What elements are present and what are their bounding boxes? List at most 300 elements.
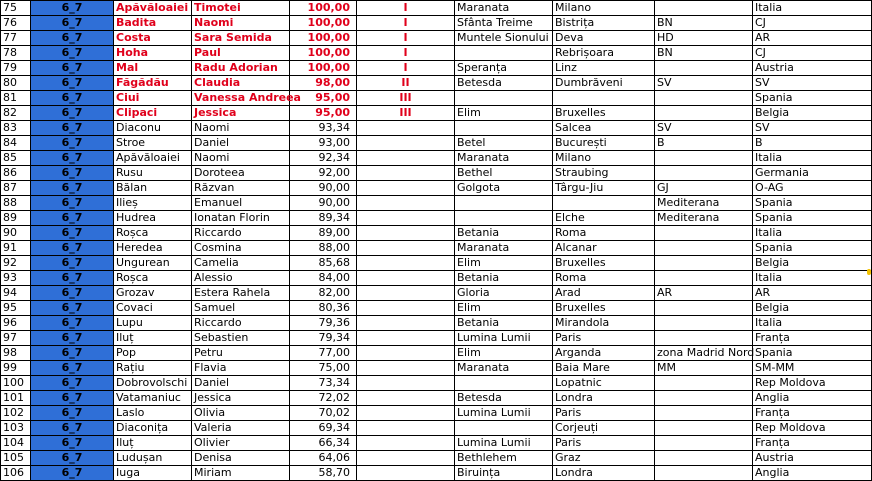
church-cell[interactable]: Muntele Sionului bbox=[455, 31, 553, 46]
first-name-cell[interactable]: Daniel bbox=[192, 136, 290, 151]
country-cell[interactable]: B bbox=[753, 136, 872, 151]
last-name-cell[interactable]: Lupu bbox=[114, 316, 192, 331]
country-cell[interactable]: Spania bbox=[753, 346, 872, 361]
city-cell[interactable]: Lopatnic bbox=[553, 376, 655, 391]
prize-cell[interactable] bbox=[357, 466, 455, 481]
group-cell[interactable]: 6_7 bbox=[31, 241, 114, 256]
group-cell[interactable]: 6_7 bbox=[31, 181, 114, 196]
group-cell[interactable]: 6_7 bbox=[31, 361, 114, 376]
city-cell[interactable]: Arganda bbox=[553, 346, 655, 361]
prize-cell[interactable]: I bbox=[357, 1, 455, 16]
last-name-cell[interactable]: Roșca bbox=[114, 271, 192, 286]
county-cell[interactable]: HD bbox=[655, 31, 753, 46]
row-number-cell[interactable]: 76 bbox=[1, 16, 31, 31]
prize-cell[interactable] bbox=[357, 271, 455, 286]
last-name-cell[interactable]: Diaconu bbox=[114, 121, 192, 136]
prize-cell[interactable]: III bbox=[357, 106, 455, 121]
first-name-cell[interactable]: Sebastien bbox=[192, 331, 290, 346]
row-number-cell[interactable]: 88 bbox=[1, 196, 31, 211]
city-cell[interactable]: Roma bbox=[553, 226, 655, 241]
first-name-cell[interactable]: Alessio bbox=[192, 271, 290, 286]
first-name-cell[interactable]: Estera Rahela bbox=[192, 286, 290, 301]
county-cell[interactable] bbox=[655, 436, 753, 451]
score-cell[interactable]: 85,68 bbox=[290, 256, 357, 271]
first-name-cell[interactable]: Samuel bbox=[192, 301, 290, 316]
row-number-cell[interactable]: 87 bbox=[1, 181, 31, 196]
church-cell[interactable] bbox=[455, 91, 553, 106]
score-cell[interactable]: 66,34 bbox=[290, 436, 357, 451]
last-name-cell[interactable]: Roșca bbox=[114, 226, 192, 241]
group-cell[interactable]: 6_7 bbox=[31, 331, 114, 346]
row-number-cell[interactable]: 78 bbox=[1, 46, 31, 61]
city-cell[interactable]: Elche bbox=[553, 211, 655, 226]
first-name-cell[interactable]: Radu Adorian bbox=[192, 61, 290, 76]
country-cell[interactable]: O-AG bbox=[753, 181, 872, 196]
last-name-cell[interactable]: Pop bbox=[114, 346, 192, 361]
row-number-cell[interactable]: 79 bbox=[1, 61, 31, 76]
last-name-cell[interactable]: Ilieș bbox=[114, 196, 192, 211]
prize-cell[interactable] bbox=[357, 256, 455, 271]
country-cell[interactable]: Anglia bbox=[753, 391, 872, 406]
church-cell[interactable]: Lumina Lumii bbox=[455, 331, 553, 346]
first-name-cell[interactable]: Răzvan bbox=[192, 181, 290, 196]
city-cell[interactable]: Arad bbox=[553, 286, 655, 301]
country-cell[interactable]: Italia bbox=[753, 226, 872, 241]
country-cell[interactable]: Italia bbox=[753, 151, 872, 166]
score-cell[interactable]: 100,00 bbox=[290, 46, 357, 61]
score-cell[interactable]: 77,00 bbox=[290, 346, 357, 361]
county-cell[interactable]: BN bbox=[655, 16, 753, 31]
prize-cell[interactable] bbox=[357, 226, 455, 241]
row-number-cell[interactable]: 101 bbox=[1, 391, 31, 406]
group-cell[interactable]: 6_7 bbox=[31, 391, 114, 406]
church-cell[interactable]: Golgota bbox=[455, 181, 553, 196]
country-cell[interactable]: CJ bbox=[753, 16, 872, 31]
group-cell[interactable]: 6_7 bbox=[31, 226, 114, 241]
city-cell[interactable]: Baia Mare bbox=[553, 361, 655, 376]
group-cell[interactable]: 6_7 bbox=[31, 286, 114, 301]
first-name-cell[interactable]: Paul bbox=[192, 46, 290, 61]
prize-cell[interactable] bbox=[357, 301, 455, 316]
city-cell[interactable]: Paris bbox=[553, 436, 655, 451]
group-cell[interactable]: 6_7 bbox=[31, 256, 114, 271]
group-cell[interactable]: 6_7 bbox=[31, 421, 114, 436]
row-number-cell[interactable]: 89 bbox=[1, 211, 31, 226]
country-cell[interactable]: Italia bbox=[753, 1, 872, 16]
county-cell[interactable] bbox=[655, 391, 753, 406]
row-number-cell[interactable]: 80 bbox=[1, 76, 31, 91]
row-number-cell[interactable]: 100 bbox=[1, 376, 31, 391]
group-cell[interactable]: 6_7 bbox=[31, 91, 114, 106]
score-cell[interactable]: 75,00 bbox=[290, 361, 357, 376]
city-cell[interactable] bbox=[553, 196, 655, 211]
first-name-cell[interactable]: Doroteea bbox=[192, 166, 290, 181]
last-name-cell[interactable]: Dobrovolschi bbox=[114, 376, 192, 391]
city-cell[interactable]: Bistrița bbox=[553, 16, 655, 31]
city-cell[interactable]: Milano bbox=[553, 151, 655, 166]
row-number-cell[interactable]: 99 bbox=[1, 361, 31, 376]
first-name-cell[interactable]: Jessica bbox=[192, 391, 290, 406]
church-cell[interactable]: Elim bbox=[455, 106, 553, 121]
score-cell[interactable]: 89,00 bbox=[290, 226, 357, 241]
prize-cell[interactable] bbox=[357, 166, 455, 181]
score-cell[interactable]: 58,70 bbox=[290, 466, 357, 481]
city-cell[interactable]: Paris bbox=[553, 331, 655, 346]
prize-cell[interactable]: I bbox=[357, 46, 455, 61]
last-name-cell[interactable]: Rusu bbox=[114, 166, 192, 181]
first-name-cell[interactable]: Riccardo bbox=[192, 226, 290, 241]
last-name-cell[interactable]: Hudrea bbox=[114, 211, 192, 226]
country-cell[interactable]: CJ bbox=[753, 46, 872, 61]
group-cell[interactable]: 6_7 bbox=[31, 196, 114, 211]
last-name-cell[interactable]: Iuga bbox=[114, 466, 192, 481]
country-cell[interactable]: Belgia bbox=[753, 106, 872, 121]
church-cell[interactable]: Bethel bbox=[455, 166, 553, 181]
church-cell[interactable]: Speranța bbox=[455, 61, 553, 76]
country-cell[interactable]: Austria bbox=[753, 451, 872, 466]
group-cell[interactable]: 6_7 bbox=[31, 166, 114, 181]
church-cell[interactable]: Betel bbox=[455, 136, 553, 151]
county-cell[interactable] bbox=[655, 331, 753, 346]
prize-cell[interactable] bbox=[357, 121, 455, 136]
church-cell[interactable]: Maranata bbox=[455, 151, 553, 166]
score-cell[interactable]: 79,36 bbox=[290, 316, 357, 331]
country-cell[interactable]: Germania bbox=[753, 166, 872, 181]
group-cell[interactable]: 6_7 bbox=[31, 436, 114, 451]
group-cell[interactable]: 6_7 bbox=[31, 121, 114, 136]
group-cell[interactable]: 6_7 bbox=[31, 46, 114, 61]
last-name-cell[interactable]: Iluț bbox=[114, 331, 192, 346]
church-cell[interactable]: Bethlehem bbox=[455, 451, 553, 466]
group-cell[interactable]: 6_7 bbox=[31, 466, 114, 481]
first-name-cell[interactable]: Emanuel bbox=[192, 196, 290, 211]
row-number-cell[interactable]: 81 bbox=[1, 91, 31, 106]
score-cell[interactable]: 100,00 bbox=[290, 1, 357, 16]
country-cell[interactable]: Rep Moldova bbox=[753, 376, 872, 391]
city-cell[interactable]: Salcea bbox=[553, 121, 655, 136]
score-cell[interactable]: 90,00 bbox=[290, 196, 357, 211]
first-name-cell[interactable]: Jessica bbox=[192, 106, 290, 121]
church-cell[interactable] bbox=[455, 46, 553, 61]
county-cell[interactable]: B bbox=[655, 136, 753, 151]
country-cell[interactable]: Anglia bbox=[753, 466, 872, 481]
church-cell[interactable]: Elim bbox=[455, 256, 553, 271]
church-cell[interactable] bbox=[455, 196, 553, 211]
group-cell[interactable]: 6_7 bbox=[31, 16, 114, 31]
country-cell[interactable]: Rep Moldova bbox=[753, 421, 872, 436]
county-cell[interactable]: SV bbox=[655, 121, 753, 136]
group-cell[interactable]: 6_7 bbox=[31, 376, 114, 391]
prize-cell[interactable] bbox=[357, 151, 455, 166]
last-name-cell[interactable]: Bălan bbox=[114, 181, 192, 196]
church-cell[interactable] bbox=[455, 211, 553, 226]
last-name-cell[interactable]: Grozav bbox=[114, 286, 192, 301]
church-cell[interactable]: Biruința bbox=[455, 466, 553, 481]
first-name-cell[interactable]: Naomi bbox=[192, 16, 290, 31]
group-cell[interactable]: 6_7 bbox=[31, 1, 114, 16]
city-cell[interactable]: Deva bbox=[553, 31, 655, 46]
county-cell[interactable]: SV bbox=[655, 76, 753, 91]
county-cell[interactable] bbox=[655, 61, 753, 76]
church-cell[interactable] bbox=[455, 421, 553, 436]
group-cell[interactable]: 6_7 bbox=[31, 406, 114, 421]
last-name-cell[interactable]: Rațiu bbox=[114, 361, 192, 376]
row-number-cell[interactable]: 93 bbox=[1, 271, 31, 286]
prize-cell[interactable] bbox=[357, 241, 455, 256]
last-name-cell[interactable]: Diaconița bbox=[114, 421, 192, 436]
city-cell[interactable]: Rebrișoara bbox=[553, 46, 655, 61]
score-cell[interactable]: 88,00 bbox=[290, 241, 357, 256]
country-cell[interactable]: Franța bbox=[753, 406, 872, 421]
score-cell[interactable]: 64,06 bbox=[290, 451, 357, 466]
score-cell[interactable]: 100,00 bbox=[290, 61, 357, 76]
country-cell[interactable]: Franța bbox=[753, 331, 872, 346]
first-name-cell[interactable]: Camelia bbox=[192, 256, 290, 271]
first-name-cell[interactable]: Cosmina bbox=[192, 241, 290, 256]
last-name-cell[interactable]: Iluț bbox=[114, 436, 192, 451]
row-number-cell[interactable]: 96 bbox=[1, 316, 31, 331]
church-cell[interactable]: Maranata bbox=[455, 241, 553, 256]
church-cell[interactable]: Sfânta Treime bbox=[455, 16, 553, 31]
last-name-cell[interactable]: Clipaci bbox=[114, 106, 192, 121]
score-cell[interactable]: 95,00 bbox=[290, 91, 357, 106]
prize-cell[interactable] bbox=[357, 196, 455, 211]
group-cell[interactable]: 6_7 bbox=[31, 151, 114, 166]
group-cell[interactable]: 6_7 bbox=[31, 211, 114, 226]
prize-cell[interactable] bbox=[357, 346, 455, 361]
score-cell[interactable]: 82,00 bbox=[290, 286, 357, 301]
group-cell[interactable]: 6_7 bbox=[31, 271, 114, 286]
county-cell[interactable] bbox=[655, 271, 753, 286]
row-number-cell[interactable]: 92 bbox=[1, 256, 31, 271]
last-name-cell[interactable]: Covaci bbox=[114, 301, 192, 316]
church-cell[interactable] bbox=[455, 121, 553, 136]
score-cell[interactable]: 79,34 bbox=[290, 331, 357, 346]
city-cell[interactable]: Bruxelles bbox=[553, 301, 655, 316]
county-cell[interactable]: Mediterana bbox=[655, 196, 753, 211]
first-name-cell[interactable]: Timotei bbox=[192, 1, 290, 16]
last-name-cell[interactable]: Apăvăloaiei bbox=[114, 1, 192, 16]
score-cell[interactable]: 100,00 bbox=[290, 31, 357, 46]
row-number-cell[interactable]: 94 bbox=[1, 286, 31, 301]
score-cell[interactable]: 89,34 bbox=[290, 211, 357, 226]
city-cell[interactable]: Corjeuți bbox=[553, 421, 655, 436]
last-name-cell[interactable]: Costa bbox=[114, 31, 192, 46]
prize-cell[interactable]: I bbox=[357, 61, 455, 76]
score-cell[interactable]: 90,00 bbox=[290, 181, 357, 196]
first-name-cell[interactable]: Miriam bbox=[192, 466, 290, 481]
county-cell[interactable] bbox=[655, 451, 753, 466]
country-cell[interactable]: SV bbox=[753, 121, 872, 136]
prize-cell[interactable] bbox=[357, 286, 455, 301]
church-cell[interactable]: Betania bbox=[455, 316, 553, 331]
last-name-cell[interactable]: Făgădău bbox=[114, 76, 192, 91]
prize-cell[interactable] bbox=[357, 421, 455, 436]
county-cell[interactable] bbox=[655, 316, 753, 331]
prize-cell[interactable] bbox=[357, 211, 455, 226]
first-name-cell[interactable]: Petru bbox=[192, 346, 290, 361]
prize-cell[interactable]: III bbox=[357, 91, 455, 106]
group-cell[interactable]: 6_7 bbox=[31, 346, 114, 361]
city-cell[interactable]: Bruxelles bbox=[553, 106, 655, 121]
county-cell[interactable]: Mediterana bbox=[655, 211, 753, 226]
city-cell[interactable]: București bbox=[553, 136, 655, 151]
city-cell[interactable] bbox=[553, 91, 655, 106]
city-cell[interactable]: Linz bbox=[553, 61, 655, 76]
county-cell[interactable] bbox=[655, 91, 753, 106]
county-cell[interactable] bbox=[655, 151, 753, 166]
group-cell[interactable]: 6_7 bbox=[31, 76, 114, 91]
score-cell[interactable]: 93,00 bbox=[290, 136, 357, 151]
last-name-cell[interactable]: Laslo bbox=[114, 406, 192, 421]
church-cell[interactable]: Betania bbox=[455, 226, 553, 241]
church-cell[interactable]: Betania bbox=[455, 271, 553, 286]
county-cell[interactable] bbox=[655, 106, 753, 121]
church-cell[interactable] bbox=[455, 376, 553, 391]
county-cell[interactable]: GJ bbox=[655, 181, 753, 196]
row-number-cell[interactable]: 90 bbox=[1, 226, 31, 241]
county-cell[interactable]: BN bbox=[655, 46, 753, 61]
country-cell[interactable]: AR bbox=[753, 31, 872, 46]
row-number-cell[interactable]: 97 bbox=[1, 331, 31, 346]
row-number-cell[interactable]: 106 bbox=[1, 466, 31, 481]
church-cell[interactable]: Lumina Lumii bbox=[455, 436, 553, 451]
score-cell[interactable]: 84,00 bbox=[290, 271, 357, 286]
prize-cell[interactable] bbox=[357, 331, 455, 346]
country-cell[interactable]: SV bbox=[753, 76, 872, 91]
county-cell[interactable] bbox=[655, 166, 753, 181]
county-cell[interactable] bbox=[655, 406, 753, 421]
group-cell[interactable]: 6_7 bbox=[31, 61, 114, 76]
country-cell[interactable]: Belgia bbox=[753, 301, 872, 316]
city-cell[interactable]: Alcanar bbox=[553, 241, 655, 256]
city-cell[interactable]: Graz bbox=[553, 451, 655, 466]
country-cell[interactable]: Belgia bbox=[753, 256, 872, 271]
first-name-cell[interactable]: Olivia bbox=[192, 406, 290, 421]
first-name-cell[interactable]: Naomi bbox=[192, 121, 290, 136]
last-name-cell[interactable]: Stroe bbox=[114, 136, 192, 151]
country-cell[interactable]: Austria bbox=[753, 61, 872, 76]
city-cell[interactable]: Bruxelles bbox=[553, 256, 655, 271]
score-cell[interactable]: 92,00 bbox=[290, 166, 357, 181]
prize-cell[interactable] bbox=[357, 391, 455, 406]
row-number-cell[interactable]: 77 bbox=[1, 31, 31, 46]
prize-cell[interactable] bbox=[357, 361, 455, 376]
city-cell[interactable]: Londra bbox=[553, 466, 655, 481]
first-name-cell[interactable]: Denisa bbox=[192, 451, 290, 466]
score-cell[interactable]: 69,34 bbox=[290, 421, 357, 436]
prize-cell[interactable] bbox=[357, 181, 455, 196]
score-cell[interactable]: 73,34 bbox=[290, 376, 357, 391]
prize-cell[interactable]: I bbox=[357, 16, 455, 31]
first-name-cell[interactable]: Naomi bbox=[192, 151, 290, 166]
country-cell[interactable]: Italia bbox=[753, 316, 872, 331]
church-cell[interactable]: Lumina Lumii bbox=[455, 406, 553, 421]
prize-cell[interactable] bbox=[357, 406, 455, 421]
group-cell[interactable]: 6_7 bbox=[31, 31, 114, 46]
row-number-cell[interactable]: 84 bbox=[1, 136, 31, 151]
last-name-cell[interactable]: Ungurean bbox=[114, 256, 192, 271]
group-cell[interactable]: 6_7 bbox=[31, 301, 114, 316]
last-name-cell[interactable]: Heredea bbox=[114, 241, 192, 256]
row-number-cell[interactable]: 95 bbox=[1, 301, 31, 316]
church-cell[interactable]: Elim bbox=[455, 301, 553, 316]
church-cell[interactable]: Elim bbox=[455, 346, 553, 361]
city-cell[interactable]: Paris bbox=[553, 406, 655, 421]
county-cell[interactable] bbox=[655, 376, 753, 391]
row-number-cell[interactable]: 98 bbox=[1, 346, 31, 361]
last-name-cell[interactable]: Vatamaniuc bbox=[114, 391, 192, 406]
country-cell[interactable]: Spania bbox=[753, 211, 872, 226]
score-cell[interactable]: 93,34 bbox=[290, 121, 357, 136]
last-name-cell[interactable]: Ludușan bbox=[114, 451, 192, 466]
first-name-cell[interactable]: Claudia bbox=[192, 76, 290, 91]
row-number-cell[interactable]: 83 bbox=[1, 121, 31, 136]
country-cell[interactable]: Spania bbox=[753, 196, 872, 211]
city-cell[interactable]: Roma bbox=[553, 271, 655, 286]
city-cell[interactable]: Dumbrăveni bbox=[553, 76, 655, 91]
score-cell[interactable]: 72,02 bbox=[290, 391, 357, 406]
country-cell[interactable]: Italia bbox=[753, 271, 872, 286]
prize-cell[interactable] bbox=[357, 436, 455, 451]
score-cell[interactable]: 80,36 bbox=[290, 301, 357, 316]
county-cell[interactable]: MM bbox=[655, 361, 753, 376]
group-cell[interactable]: 6_7 bbox=[31, 106, 114, 121]
row-number-cell[interactable]: 102 bbox=[1, 406, 31, 421]
prize-cell[interactable] bbox=[357, 136, 455, 151]
city-cell[interactable]: Straubing bbox=[553, 166, 655, 181]
last-name-cell[interactable]: Hoha bbox=[114, 46, 192, 61]
country-cell[interactable]: Spania bbox=[753, 241, 872, 256]
country-cell[interactable]: Spania bbox=[753, 91, 872, 106]
row-number-cell[interactable]: 82 bbox=[1, 106, 31, 121]
score-cell[interactable]: 98,00 bbox=[290, 76, 357, 91]
row-number-cell[interactable]: 104 bbox=[1, 436, 31, 451]
last-name-cell[interactable]: Apăvăloaiei bbox=[114, 151, 192, 166]
prize-cell[interactable]: I bbox=[357, 31, 455, 46]
church-cell[interactable]: Gloria bbox=[455, 286, 553, 301]
church-cell[interactable]: Maranata bbox=[455, 361, 553, 376]
last-name-cell[interactable]: Badita bbox=[114, 16, 192, 31]
first-name-cell[interactable]: Valeria bbox=[192, 421, 290, 436]
county-cell[interactable] bbox=[655, 1, 753, 16]
country-cell[interactable]: AR bbox=[753, 286, 872, 301]
prize-cell[interactable] bbox=[357, 451, 455, 466]
row-number-cell[interactable]: 85 bbox=[1, 151, 31, 166]
church-cell[interactable]: Betesda bbox=[455, 391, 553, 406]
country-cell[interactable]: SM-MM bbox=[753, 361, 872, 376]
city-cell[interactable]: Târgu-Jiu bbox=[553, 181, 655, 196]
first-name-cell[interactable]: Riccardo bbox=[192, 316, 290, 331]
group-cell[interactable]: 6_7 bbox=[31, 316, 114, 331]
score-cell[interactable]: 100,00 bbox=[290, 16, 357, 31]
first-name-cell[interactable]: Ionatan Florin bbox=[192, 211, 290, 226]
row-number-cell[interactable]: 75 bbox=[1, 1, 31, 16]
city-cell[interactable]: Londra bbox=[553, 391, 655, 406]
county-cell[interactable] bbox=[655, 226, 753, 241]
group-cell[interactable]: 6_7 bbox=[31, 451, 114, 466]
first-name-cell[interactable]: Daniel bbox=[192, 376, 290, 391]
church-cell[interactable]: Maranata bbox=[455, 1, 553, 16]
county-cell[interactable] bbox=[655, 301, 753, 316]
score-cell[interactable]: 70,02 bbox=[290, 406, 357, 421]
county-cell[interactable]: zona Madrid Nord bbox=[655, 346, 753, 361]
row-number-cell[interactable]: 105 bbox=[1, 451, 31, 466]
church-cell[interactable]: Betesda bbox=[455, 76, 553, 91]
row-number-cell[interactable]: 103 bbox=[1, 421, 31, 436]
county-cell[interactable]: AR bbox=[655, 286, 753, 301]
prize-cell[interactable] bbox=[357, 316, 455, 331]
